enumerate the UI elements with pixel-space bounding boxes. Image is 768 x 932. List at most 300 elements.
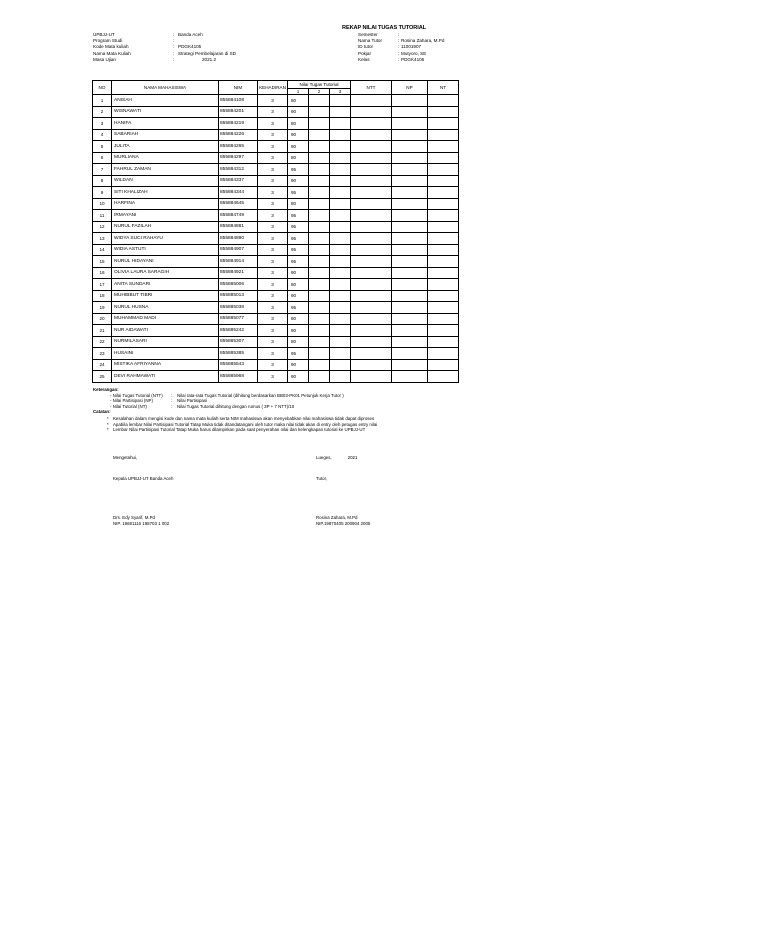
cell-nim: 855885006 bbox=[219, 279, 258, 291]
cell-ntt bbox=[351, 106, 392, 118]
cell-nt bbox=[428, 164, 459, 176]
cell-kehadiran: 3 bbox=[258, 233, 288, 245]
table-row bbox=[93, 267, 459, 279]
table-row bbox=[93, 175, 459, 187]
cell-tugas-2 bbox=[309, 118, 330, 130]
cell-nama: OLIVIA LAURA SARAGIH bbox=[112, 267, 219, 279]
cell-tugas-1: 95 bbox=[288, 210, 309, 222]
cell-tugas-3 bbox=[330, 210, 351, 222]
cell-tugas-2 bbox=[309, 336, 330, 348]
cell-nim: 855885077 bbox=[219, 313, 258, 325]
cell-np bbox=[392, 267, 428, 279]
cell-nim: 855884749 bbox=[219, 210, 258, 222]
table-row bbox=[93, 187, 459, 199]
cell-nama: SABARIAH bbox=[112, 129, 219, 141]
cell-nama: NURUL HUSNA bbox=[112, 302, 219, 314]
cell-tugas-2 bbox=[309, 164, 330, 176]
cell-nama: MUHAMMAD MADI bbox=[112, 313, 219, 325]
cell-tugas-3 bbox=[330, 336, 351, 348]
cell-tugas-3 bbox=[330, 267, 351, 279]
cell-ntt bbox=[351, 175, 392, 187]
cell-tugas-1: 90 bbox=[288, 290, 309, 302]
cell-tugas-3 bbox=[330, 175, 351, 187]
cell-tugas-2 bbox=[309, 244, 330, 256]
table-row bbox=[93, 325, 459, 337]
cell-no: 11 bbox=[93, 210, 112, 222]
cell-ntt bbox=[351, 348, 392, 360]
cell-nim: 855884907 bbox=[219, 244, 258, 256]
tutor-nip: NIP.19870405 200904 2005 bbox=[316, 521, 371, 526]
cell-tugas-1: 90 bbox=[288, 325, 309, 337]
cell-ntt bbox=[351, 371, 392, 383]
cell-nama: MISTIKA AFRIYANNA bbox=[112, 359, 219, 371]
cell-no: 15 bbox=[93, 256, 112, 268]
cell-tugas-1: 90 bbox=[288, 371, 309, 383]
catatan-item: * Apabila lembar Nilai Partisipasi Tutorial Tatap Muka tidak ditandatangani oleh tutor maka nilai tidak akan di entry oleh petugas entry nilai bbox=[107, 421, 378, 427]
cell-ntt bbox=[351, 359, 392, 371]
cell-nt bbox=[428, 371, 459, 383]
cell-nim: 855885543 bbox=[219, 359, 258, 371]
table-row bbox=[93, 244, 459, 256]
cell-nama: JULITA bbox=[112, 141, 219, 153]
cell-kehadiran: 3 bbox=[258, 290, 288, 302]
cell-tugas-2 bbox=[309, 267, 330, 279]
place-date: Lueges, 2021 bbox=[316, 455, 358, 460]
table-row bbox=[93, 233, 459, 245]
header-tugas-3: 3 bbox=[330, 89, 351, 95]
cell-no: 18 bbox=[93, 290, 112, 302]
table-row bbox=[93, 210, 459, 222]
info-row: Nama Tutor : Rosina Zahara, M.Pd bbox=[358, 38, 445, 44]
cell-tugas-2 bbox=[309, 187, 330, 199]
cell-tugas-3 bbox=[330, 95, 351, 107]
cell-nama: MUHIBBUT TIBRI bbox=[112, 290, 219, 302]
cell-tugas-2 bbox=[309, 302, 330, 314]
cell-tugas-1: 90 bbox=[288, 175, 309, 187]
cell-nim: 855884265 bbox=[219, 141, 258, 153]
table-row bbox=[93, 313, 459, 325]
table-row bbox=[93, 141, 459, 153]
catatan-heading: Catatan: bbox=[93, 409, 111, 415]
cell-np bbox=[392, 302, 428, 314]
header-kehadiran: KEHADIRAN bbox=[258, 81, 288, 95]
cell-no: 7 bbox=[93, 164, 112, 176]
table-row bbox=[93, 118, 459, 130]
table-row bbox=[93, 106, 459, 118]
cell-tugas-2 bbox=[309, 313, 330, 325]
cell-no: 9 bbox=[93, 187, 112, 199]
cell-nama: IRMAYANI bbox=[112, 210, 219, 222]
cell-np bbox=[392, 210, 428, 222]
cell-tugas-3 bbox=[330, 244, 351, 256]
cell-kehadiran: 3 bbox=[258, 187, 288, 199]
header-nt: NT bbox=[428, 81, 459, 95]
cell-nt bbox=[428, 187, 459, 199]
header-ntt: NTT bbox=[351, 81, 392, 95]
cell-tugas-1: 95 bbox=[288, 348, 309, 360]
tutor-name: Rosina Zahara, M.Pd bbox=[316, 515, 358, 520]
cell-tugas-3 bbox=[330, 118, 351, 130]
cell-nt bbox=[428, 198, 459, 210]
table-row bbox=[93, 348, 459, 360]
cell-kehadiran: 3 bbox=[258, 175, 288, 187]
cell-tugas-3 bbox=[330, 187, 351, 199]
cell-nama: WILDAN bbox=[112, 175, 219, 187]
cell-nim: 855884914 bbox=[219, 256, 258, 268]
info-row: ID tutor : 11001907 bbox=[358, 44, 422, 50]
cell-nama: ANITA SUNDARI bbox=[112, 279, 219, 291]
cell-ntt bbox=[351, 141, 392, 153]
cell-ntt bbox=[351, 164, 392, 176]
info-row: Program Studi : bbox=[93, 38, 175, 44]
cell-kehadiran: 3 bbox=[258, 336, 288, 348]
cell-nama: WIDIA ASTUTI bbox=[112, 244, 219, 256]
cell-tugas-1: 80 bbox=[288, 336, 309, 348]
cell-np bbox=[392, 325, 428, 337]
cell-ntt bbox=[351, 325, 392, 337]
table-row bbox=[93, 302, 459, 314]
cell-tugas-1: 90 bbox=[288, 267, 309, 279]
cell-nim: 855885385 bbox=[219, 348, 258, 360]
cell-no: 3 bbox=[93, 118, 112, 130]
cell-kehadiran: 3 bbox=[258, 141, 288, 153]
header-nama: NAMA MAHASISWA bbox=[112, 81, 219, 95]
cell-nim: 855884297 bbox=[219, 152, 258, 164]
cell-nt bbox=[428, 348, 459, 360]
cell-tugas-2 bbox=[309, 152, 330, 164]
cell-nim: 855885242 bbox=[219, 325, 258, 337]
cell-np bbox=[392, 118, 428, 130]
keterangan-item: - Nilai Partisipasi (NP) : Nilai Partisipasi bbox=[110, 398, 208, 404]
cell-nt bbox=[428, 313, 459, 325]
table-row bbox=[93, 256, 459, 268]
header-tugas-1: 1 bbox=[288, 89, 309, 95]
cell-nt bbox=[428, 267, 459, 279]
cell-ntt bbox=[351, 313, 392, 325]
cell-nt bbox=[428, 106, 459, 118]
cell-tugas-3 bbox=[330, 359, 351, 371]
info-row: Masa Ujian : 2021.2 bbox=[93, 56, 217, 62]
cell-tugas-1: 90 bbox=[288, 106, 309, 118]
cell-no: 12 bbox=[93, 221, 112, 233]
table-row bbox=[93, 371, 459, 383]
cell-no: 25 bbox=[93, 371, 112, 383]
cell-kehadiran: 3 bbox=[258, 302, 288, 314]
tutor-info bbox=[358, 32, 444, 63]
cell-nim: 855885013 bbox=[219, 290, 258, 302]
cell-nt bbox=[428, 279, 459, 291]
cell-no: 23 bbox=[93, 348, 112, 360]
mengetahui-label: Mengetahui, bbox=[113, 455, 138, 460]
cell-ntt bbox=[351, 244, 392, 256]
cell-tugas-2 bbox=[309, 348, 330, 360]
cell-nt bbox=[428, 118, 459, 130]
cell-tugas-1: 80 bbox=[288, 118, 309, 130]
cell-tugas-2 bbox=[309, 141, 330, 153]
cell-no: 20 bbox=[93, 313, 112, 325]
cell-nim: 855885038 bbox=[219, 302, 258, 314]
cell-nama: FAHRUL ZAMAN bbox=[112, 164, 219, 176]
cell-nim: 855884881 bbox=[219, 221, 258, 233]
cell-ntt bbox=[351, 221, 392, 233]
cell-tugas-1: 95 bbox=[288, 302, 309, 314]
cell-np bbox=[392, 359, 428, 371]
cell-kehadiran: 3 bbox=[258, 267, 288, 279]
cell-tugas-1: 80 bbox=[288, 198, 309, 210]
bullet-icon: * bbox=[107, 427, 109, 433]
table-row bbox=[93, 336, 459, 348]
info-row: Semester : bbox=[358, 32, 400, 37]
cell-tugas-2 bbox=[309, 221, 330, 233]
cell-tugas-1: 80 bbox=[288, 95, 309, 107]
cell-nama: WIDYA SUCI RAHAYU bbox=[112, 233, 219, 245]
cell-np bbox=[392, 290, 428, 302]
kepala-name: Drs. Edy Syarif, M.Pd bbox=[113, 515, 155, 520]
cell-nt bbox=[428, 210, 459, 222]
cell-tugas-2 bbox=[309, 210, 330, 222]
cell-np bbox=[392, 129, 428, 141]
cell-kehadiran: 3 bbox=[258, 106, 288, 118]
cell-no: 1 bbox=[93, 95, 112, 107]
cell-tugas-3 bbox=[330, 141, 351, 153]
course-info bbox=[93, 32, 236, 63]
cell-nama: NURMILASARI bbox=[112, 336, 219, 348]
cell-tugas-3 bbox=[330, 129, 351, 141]
cell-nt bbox=[428, 336, 459, 348]
info-row: Pokjar : Mutyoro, SE bbox=[358, 50, 427, 56]
header-np: NP bbox=[392, 81, 428, 95]
cell-tugas-3 bbox=[330, 233, 351, 245]
cell-nama: MURLIANA bbox=[112, 152, 219, 164]
table-body bbox=[93, 95, 459, 383]
cell-nim: 855885307 bbox=[219, 336, 258, 348]
cell-no: 16 bbox=[93, 267, 112, 279]
cell-nama: HUSAINI bbox=[112, 348, 219, 360]
cell-nim: 855884108 bbox=[219, 95, 258, 107]
catatan-list bbox=[93, 416, 377, 433]
cell-tugas-2 bbox=[309, 95, 330, 107]
info-row: Nama Mata Kuliah : Strategi Pembelajaran di SD bbox=[93, 50, 236, 56]
cell-no: 22 bbox=[93, 336, 112, 348]
kepala-title: Kepala UPBJJ-UT Banda Aceh bbox=[113, 476, 174, 481]
cell-ntt bbox=[351, 233, 392, 245]
cell-np bbox=[392, 336, 428, 348]
cell-tugas-2 bbox=[309, 371, 330, 383]
cell-kehadiran: 3 bbox=[258, 164, 288, 176]
cell-np bbox=[392, 141, 428, 153]
cell-tugas-3 bbox=[330, 325, 351, 337]
cell-np bbox=[392, 256, 428, 268]
cell-tugas-1: 80 bbox=[288, 152, 309, 164]
cell-np bbox=[392, 187, 428, 199]
cell-no: 5 bbox=[93, 141, 112, 153]
cell-no: 21 bbox=[93, 325, 112, 337]
cell-nim: 855884226 bbox=[219, 129, 258, 141]
cell-ntt bbox=[351, 210, 392, 222]
cell-ntt bbox=[351, 302, 392, 314]
cell-tugas-1: 95 bbox=[288, 187, 309, 199]
cell-nt bbox=[428, 129, 459, 141]
cell-nt bbox=[428, 95, 459, 107]
cell-nt bbox=[428, 221, 459, 233]
cell-no: 8 bbox=[93, 175, 112, 187]
cell-nama: HANIFA bbox=[112, 118, 219, 130]
cell-tugas-3 bbox=[330, 279, 351, 291]
notes-section bbox=[93, 387, 377, 433]
keterangan-item: - Nilai Tutorial (NT) : Nilai Tugas Tutorial dihitung dengan rumus ( 3P + 7 NTT)/10 bbox=[110, 403, 295, 409]
cell-nama: NUR AIDAWATI bbox=[112, 325, 219, 337]
header-no: NO bbox=[93, 81, 112, 95]
table-row bbox=[93, 129, 459, 141]
cell-no: 13 bbox=[93, 233, 112, 245]
cell-kehadiran: 3 bbox=[258, 279, 288, 291]
cell-ntt bbox=[351, 279, 392, 291]
cell-tugas-2 bbox=[309, 325, 330, 337]
keterangan-heading: Keterangan: bbox=[93, 387, 119, 392]
cell-kehadiran: 3 bbox=[258, 210, 288, 222]
cell-no: 4 bbox=[93, 129, 112, 141]
cell-kehadiran: 3 bbox=[258, 313, 288, 325]
cell-tugas-2 bbox=[309, 106, 330, 118]
cell-tugas-1: 90 bbox=[288, 359, 309, 371]
cell-no: 6 bbox=[93, 152, 112, 164]
cell-nama: DEVI RAHMAWATI bbox=[112, 371, 219, 383]
cell-tugas-3 bbox=[330, 164, 351, 176]
cell-nim: 855884312 bbox=[219, 164, 258, 176]
cell-no: 19 bbox=[93, 302, 112, 314]
table-row bbox=[93, 290, 459, 302]
table-row bbox=[93, 198, 459, 210]
cell-tugas-1: 90 bbox=[288, 141, 309, 153]
cell-np bbox=[392, 313, 428, 325]
cell-tugas-3 bbox=[330, 198, 351, 210]
cell-nim: 855884344 bbox=[219, 187, 258, 199]
cell-kehadiran: 3 bbox=[258, 325, 288, 337]
cell-no: 17 bbox=[93, 279, 112, 291]
cell-nim: 855884890 bbox=[219, 233, 258, 245]
cell-ntt bbox=[351, 129, 392, 141]
cell-tugas-2 bbox=[309, 279, 330, 291]
cell-np bbox=[392, 244, 428, 256]
cell-np bbox=[392, 348, 428, 360]
info-row: UPBJJ-UT : Banda Aceh bbox=[93, 32, 203, 37]
cell-nim: 855884921 bbox=[219, 267, 258, 279]
cell-tugas-1: 95 bbox=[288, 164, 309, 176]
cell-ntt bbox=[351, 118, 392, 130]
cell-np bbox=[392, 371, 428, 383]
cell-kehadiran: 3 bbox=[258, 118, 288, 130]
cell-tugas-1: 95 bbox=[288, 244, 309, 256]
cell-np bbox=[392, 198, 428, 210]
cell-ntt bbox=[351, 290, 392, 302]
cell-tugas-3 bbox=[330, 152, 351, 164]
cell-nim: 855884201 bbox=[219, 106, 258, 118]
cell-ntt bbox=[351, 256, 392, 268]
cell-nama: HARFINA bbox=[112, 198, 219, 210]
cell-no: 2 bbox=[93, 106, 112, 118]
cell-np bbox=[392, 175, 428, 187]
cell-tugas-3 bbox=[330, 371, 351, 383]
cell-np bbox=[392, 95, 428, 107]
cell-nim: 855884219 bbox=[219, 118, 258, 130]
cell-no: 24 bbox=[93, 359, 112, 371]
cell-kehadiran: 3 bbox=[258, 244, 288, 256]
table-row bbox=[93, 359, 459, 371]
cell-nt bbox=[428, 325, 459, 337]
keterangan-item: - Nilai Tugas Tutorial (NTT) : Nilai rata-rata Tugas Tutorial (dihitung berdasarkan BB03-PK01 Petunjuk Kerja Tutor ) bbox=[110, 392, 344, 398]
table-row bbox=[93, 279, 459, 291]
cell-tugas-1: 95 bbox=[288, 256, 309, 268]
cell-nt bbox=[428, 152, 459, 164]
cell-tugas-2 bbox=[309, 359, 330, 371]
cell-tugas-2 bbox=[309, 233, 330, 245]
cell-np bbox=[392, 164, 428, 176]
table-row bbox=[93, 152, 459, 164]
cell-tugas-1: 80 bbox=[288, 279, 309, 291]
kepala-nip: NIP. 19681116 198703 1 002 bbox=[113, 521, 170, 526]
cell-tugas-2 bbox=[309, 290, 330, 302]
cell-tugas-3 bbox=[330, 302, 351, 314]
bullet-icon: * bbox=[107, 421, 109, 427]
header-tugas-2: 2 bbox=[309, 89, 330, 95]
info-row: Kelas : PDGK4105 bbox=[358, 56, 425, 62]
cell-no: 10 bbox=[93, 198, 112, 210]
cell-ntt bbox=[351, 187, 392, 199]
cell-np bbox=[392, 233, 428, 245]
cell-np bbox=[392, 152, 428, 164]
bullet-icon: * bbox=[107, 415, 109, 421]
cell-nama: NURUL FAZILAH bbox=[112, 221, 219, 233]
cell-nt bbox=[428, 175, 459, 187]
cell-tugas-2 bbox=[309, 175, 330, 187]
cell-nt bbox=[428, 141, 459, 153]
cell-nt bbox=[428, 302, 459, 314]
cell-tugas-3 bbox=[330, 290, 351, 302]
cell-nt bbox=[428, 244, 459, 256]
cell-np bbox=[392, 279, 428, 291]
tutor-title: Tutor, bbox=[316, 476, 328, 481]
cell-kehadiran: 3 bbox=[258, 152, 288, 164]
cell-ntt bbox=[351, 336, 392, 348]
cell-nim: 855884645 bbox=[219, 198, 258, 210]
cell-tugas-1: 95 bbox=[288, 233, 309, 245]
grades-table bbox=[92, 80, 459, 383]
cell-tugas-1: 95 bbox=[288, 221, 309, 233]
cell-np bbox=[392, 221, 428, 233]
table-row bbox=[93, 164, 459, 176]
cell-no: 14 bbox=[93, 244, 112, 256]
cell-nim: 855884337 bbox=[219, 175, 258, 187]
cell-nt bbox=[428, 290, 459, 302]
cell-ntt bbox=[351, 267, 392, 279]
cell-tugas-2 bbox=[309, 198, 330, 210]
cell-tugas-3 bbox=[330, 313, 351, 325]
cell-kehadiran: 3 bbox=[258, 371, 288, 383]
table-row bbox=[93, 221, 459, 233]
cell-np bbox=[392, 106, 428, 118]
info-row: Kode Mata kuliah : PDGK4105 bbox=[93, 44, 202, 50]
cell-tugas-2 bbox=[309, 129, 330, 141]
cell-nama: NURUL HIDAYANI bbox=[112, 256, 219, 268]
cell-tugas-3 bbox=[330, 106, 351, 118]
cell-nim: 855885968 bbox=[219, 371, 258, 383]
cell-nt bbox=[428, 359, 459, 371]
cell-kehadiran: 3 bbox=[258, 198, 288, 210]
cell-tugas-3 bbox=[330, 256, 351, 268]
cell-nama: ANISAH bbox=[112, 95, 219, 107]
cell-nama: WISNAWATI bbox=[112, 106, 219, 118]
header-nilai-tugas: Nilai Tugas Tutorial bbox=[288, 81, 351, 89]
